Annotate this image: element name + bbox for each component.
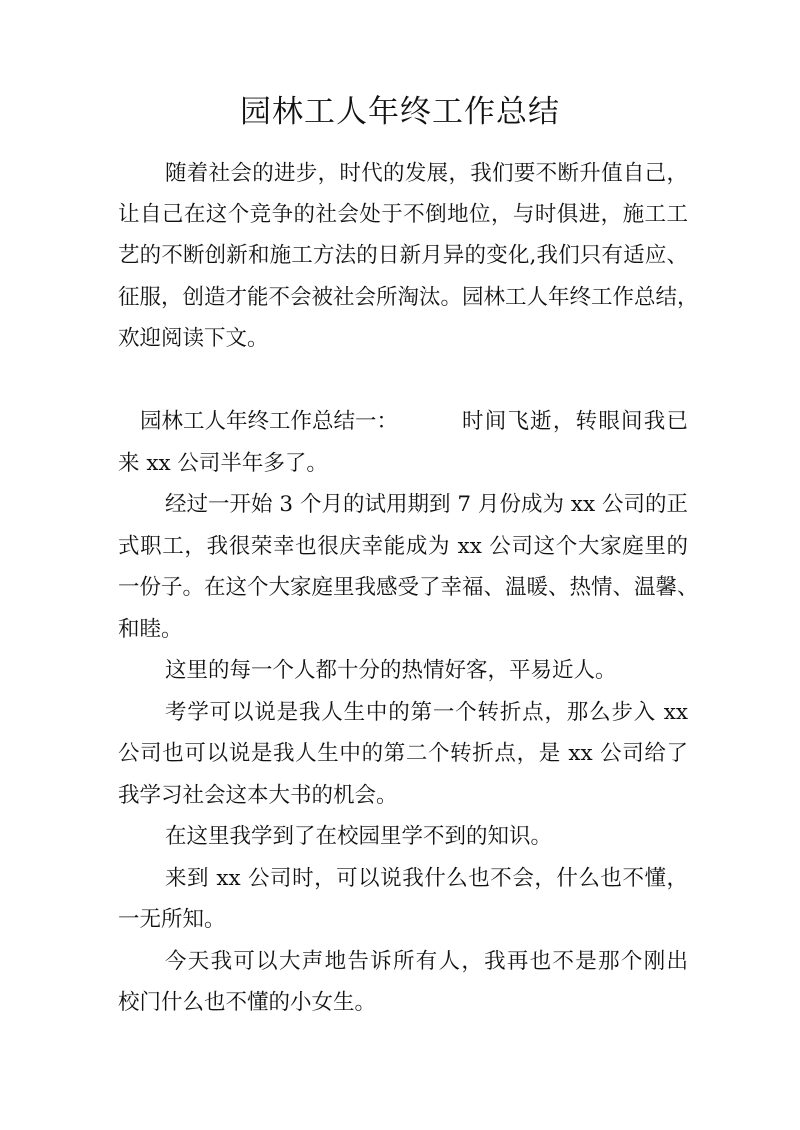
paragraph-line: 这里的每一个人都十分的热情好客，平易近人。 bbox=[165, 658, 617, 683]
paragraph-line: 公司也可以说是我人生中的第二个转折点，是 xx 公司给了 bbox=[118, 741, 688, 766]
paragraph-line: 征服，创造才能不会被社会所淘汰。园林工人年终工作总结， bbox=[118, 285, 699, 310]
paragraph-line: 一份子。在这个大家庭里我感受了幸福、温暖、热情、温馨、 bbox=[118, 575, 699, 600]
section-heading: 园林工人年终工作总结一： bbox=[140, 409, 399, 434]
paragraph-line: 让自己在这个竞争的社会处于不倒地位，与时俱进，施工工 bbox=[118, 202, 688, 227]
paragraph-line: 来 xx 公司半年多了。 bbox=[118, 451, 328, 476]
paragraph-line: 和睦。 bbox=[118, 617, 183, 642]
paragraph-line: 式职工，我很荣幸也很庆幸能成为 xx 公司这个大家庭里的 bbox=[118, 534, 688, 559]
paragraph-line: 来到 xx 公司时，可以说我什么也不会，什么也不懂， bbox=[165, 866, 688, 891]
paragraph-line: 欢迎阅读下文。 bbox=[118, 326, 269, 351]
document-title: 园林工人年终工作总结 bbox=[240, 94, 560, 130]
paragraph-line: 今天我可以大声地告诉所有人，我再也不是那个刚出 bbox=[165, 949, 688, 974]
paragraph-line: 校门什么也不懂的小女生。 bbox=[118, 990, 377, 1015]
paragraph-line: 我学习社会这本大书的机会。 bbox=[118, 783, 398, 808]
paragraph-line: 时间飞逝，转眼间我已 bbox=[462, 409, 688, 434]
paragraph-line: 考学可以说是我人生中的第一个转折点，那么步入 xx bbox=[165, 700, 688, 725]
paragraph-line: 随着社会的进步，时代的发展，我们要不断升值自己， bbox=[165, 161, 688, 186]
paragraph-line: 一无所知。 bbox=[118, 907, 226, 932]
paragraph-line: 经过一开始 3 个月的试用期到 7 月份成为 xx 公司的正 bbox=[165, 492, 688, 517]
paragraph-line: 在这里我学到了在校园里学不到的知识。 bbox=[165, 824, 553, 849]
paragraph-line: 艺的不断创新和施工方法的日新月异的变化,我们只有适应、 bbox=[118, 243, 688, 268]
